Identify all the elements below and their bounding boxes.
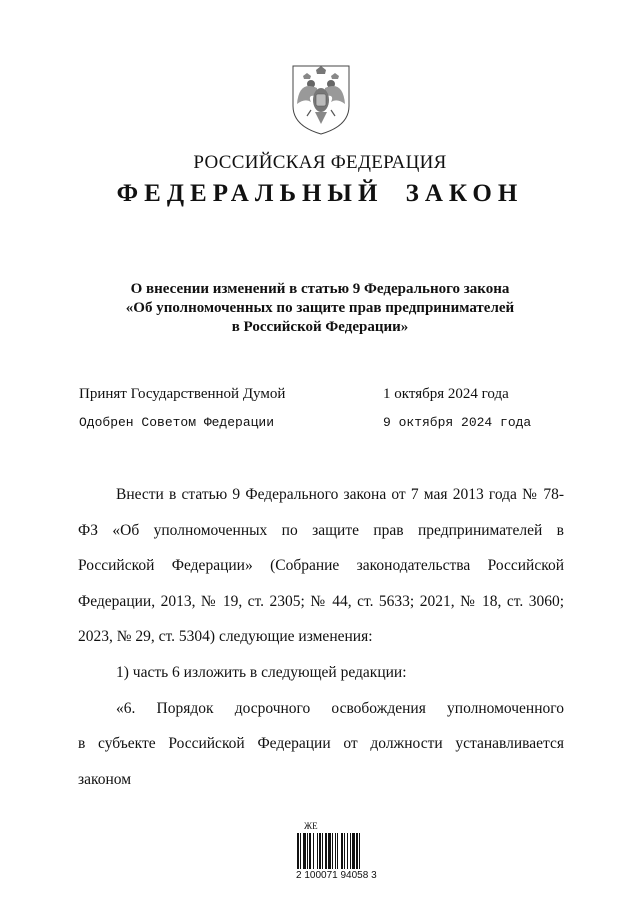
russian-coat-of-arms-icon bbox=[289, 62, 353, 136]
law-title-line: О внесении изменений в статью 9 Федерального закона bbox=[130, 281, 510, 297]
duma-adoption-date: 1 октября 2024 года bbox=[383, 386, 509, 402]
council-approval-label: Одобрен Советом Федерации bbox=[79, 415, 275, 430]
duma-adoption-label: Принят Государственной Думой bbox=[79, 386, 286, 402]
law-title bbox=[0, 280, 640, 337]
document-type: ФЕДЕРАЛЬНЫЙ ЗАКОН bbox=[116, 180, 524, 207]
barcode-mark: ЖЕ bbox=[304, 821, 318, 831]
law-title-line: в Российской Федерации» bbox=[231, 319, 409, 335]
barcode-icon bbox=[296, 833, 376, 869]
law-body bbox=[78, 477, 564, 797]
quoted-text-line: «6. Порядок досрочного освобождения уполномоченного bbox=[116, 699, 564, 717]
body-paragraph: Внести в статью 9 Федерального закона от 7 мая 2013 года № 78-ФЗ «Об уполномоченных по защите прав предпринимателей в Российской Федерации» (Собрание законодательства Российской Федерации, 2013, № 19, ст. 2305; № 44, ст. 5633; 2021, № 18, ст. 3060; 2023, № 29, ст. 5304) следующие изменения: bbox=[78, 486, 564, 646]
council-approval-date: 9 октября 2024 года bbox=[383, 415, 532, 430]
quoted-text-line: в субъекте Российской Федерации от должности устанавливается законом bbox=[78, 735, 564, 788]
barcode-block bbox=[296, 822, 376, 882]
country-name: РОССИЙСКАЯ ФЕДЕРАЦИЯ bbox=[193, 152, 447, 173]
body-item: 1) часть 6 изложить в следующей редакции: bbox=[116, 663, 407, 681]
barcode-number: 2 100071 94058 3 bbox=[296, 870, 377, 881]
law-title-line: «Об уполномоченных по защите прав предпринимателей bbox=[125, 300, 515, 316]
